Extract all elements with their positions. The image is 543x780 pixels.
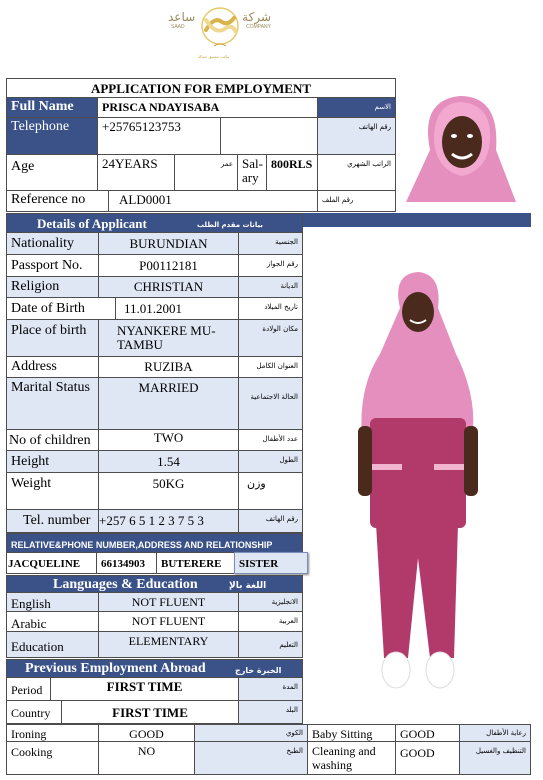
telephone-value: +25765123753 — [97, 117, 221, 155]
tel-number-value: +257 6 5 1 2 3 7 5 3 — [98, 509, 239, 533]
english-arabic: الانجليزية — [238, 592, 303, 612]
dob-arabic: تاريخ الميلاد — [238, 297, 303, 320]
relative-relationship: SISTER — [234, 552, 308, 574]
ironing-label: Ironing — [6, 724, 99, 742]
company-logo — [168, 2, 273, 64]
salary-label: Sal-ary — [237, 154, 267, 191]
height-arabic: الطول — [238, 450, 303, 473]
weight-label: Weight — [6, 472, 99, 510]
details-header-label: Details of Applicant — [37, 216, 147, 231]
religion-arabic: الديانة — [238, 276, 303, 298]
salary-arabic: الراتب الشهري — [317, 154, 396, 191]
ironing-value: GOOD — [98, 724, 195, 742]
period-arabic: المدة — [238, 677, 303, 701]
passport-label: Passport No. — [6, 254, 99, 277]
logo-english-left: SAAD — [171, 24, 185, 30]
full-name-label: Full Name — [6, 97, 98, 118]
passport-value: P00112181 — [98, 254, 239, 277]
pob-value: NYANKERE MU-TAMBU — [98, 319, 239, 357]
applicant-full-body-photo — [352, 268, 482, 700]
details-header — [6, 213, 303, 233]
religion-value: CHRISTIAN — [98, 276, 239, 298]
period-value: FIRST TIME — [50, 677, 239, 701]
ironing-arabic: الكوي — [194, 724, 308, 742]
languages-header-label: Languages & Education — [53, 577, 198, 592]
telephone-label: Telephone — [6, 117, 98, 155]
education-value: ELEMENTARY — [98, 631, 239, 658]
age-arabic: عمر — [174, 154, 238, 191]
arabic-arabic: العربية — [238, 611, 303, 632]
address-value: RUZIBA — [98, 356, 239, 378]
religion-label: Religion — [6, 276, 99, 298]
cooking-label: Cooking — [6, 741, 99, 775]
cleaning-label: Cleaning and washing — [307, 741, 396, 775]
logo-tagline: مكتب تنسيق عمالة — [198, 54, 230, 59]
dob-value: 11.01.2001 — [115, 297, 239, 320]
relative-name: JACQUELINE — [6, 552, 97, 574]
nationality-label: Nationality — [6, 232, 99, 255]
pob-label: Place of birth — [6, 319, 99, 357]
languages-header — [6, 575, 303, 593]
children-label: No of children — [6, 429, 99, 451]
height-value: 1.54 — [98, 450, 239, 473]
marital-value: MARRIED — [98, 377, 239, 430]
reference-value: ALD0001 — [108, 190, 318, 212]
country-label: Country — [6, 700, 62, 724]
previous-header-arabic: الخبرة خارج — [235, 666, 282, 675]
address-label: Address — [6, 356, 99, 378]
relative-header: RELATIVE&PHONE NUMBER,ADDRESS AND RELATIONSHIP — [6, 533, 303, 553]
country-arabic: البلد — [238, 700, 303, 724]
pob-arabic: مكان الولادة — [238, 319, 303, 357]
relative-phone: 66134903 — [96, 552, 157, 574]
relative-address: BUTERERE — [156, 552, 235, 574]
education-arabic: التعليم — [238, 631, 303, 658]
marital-arabic: الحالة الاجتماعية — [238, 377, 303, 430]
children-value: TWO — [98, 429, 239, 451]
baby-sitting-value: GOOD — [395, 724, 460, 742]
languages-header-arabic: اللغة بالإ — [229, 581, 267, 591]
previous-header — [6, 659, 303, 678]
reference-label: Reference no — [6, 190, 109, 212]
education-label: Education — [6, 631, 99, 658]
dob-label: Date of Birth — [6, 297, 116, 320]
logo-arabic-right: شركة — [242, 10, 271, 24]
details-header-arabic: بيانات مقدم الطلب — [197, 221, 263, 229]
children-arabic: عدد الأطفال — [238, 429, 303, 451]
period-label: Period — [6, 677, 51, 701]
applicant-portrait-photo — [400, 90, 522, 202]
baby-sitting-arabic: رعاية الأطفال — [459, 724, 531, 742]
marital-label: Marital Status — [6, 377, 99, 430]
english-label: English — [6, 592, 99, 612]
nationality-value: BURUNDIAN — [98, 232, 239, 255]
logo-arabic-left: ساعد — [168, 10, 196, 24]
address-arabic: العنوان الكامل — [238, 356, 303, 378]
baby-sitting-label: Baby Sitting — [307, 724, 396, 742]
country-value: FIRST TIME — [61, 700, 239, 724]
cleaning-arabic: التنظيف والغسيل — [459, 741, 531, 775]
tel-number-arabic: رقم الهاتف — [238, 509, 303, 533]
cleaning-value: GOOD — [395, 741, 460, 775]
handshake-logo-icon — [200, 4, 240, 52]
previous-header-label: Previous Employment Abroad — [25, 661, 206, 676]
telephone-arabic: رقم الهاتف — [317, 117, 396, 155]
reference-arabic: رقم الملف — [317, 190, 396, 212]
height-label: Height — [6, 450, 99, 473]
full-name-value: PRISCA NDAYISABA — [97, 97, 318, 118]
nationality-arabic: الجنسية — [238, 232, 303, 255]
photo-header-bar — [303, 213, 531, 227]
arabic-value: NOT FLUENT — [98, 611, 239, 632]
passport-arabic: رقم الجواز — [238, 254, 303, 277]
cooking-value: NO — [98, 741, 195, 775]
full-name-arabic: الاسم — [317, 97, 396, 118]
age-value: 24YEARS — [97, 154, 175, 191]
weight-arabic: وزن — [238, 472, 303, 510]
weight-value: 50KG — [98, 472, 239, 510]
telephone-blank — [220, 117, 318, 155]
logo-english-right: COMPANY — [246, 24, 271, 30]
age-label: Age — [6, 154, 98, 191]
form-title: APPLICATION FOR EMPLOYMENT — [6, 78, 396, 98]
english-value: NOT FLUENT — [98, 592, 239, 612]
tel-number-label: Tel. number — [6, 509, 99, 533]
arabic-label: Arabic — [6, 611, 99, 632]
cooking-arabic: الطبخ — [194, 741, 308, 775]
salary-value: 800RLS — [266, 154, 318, 191]
